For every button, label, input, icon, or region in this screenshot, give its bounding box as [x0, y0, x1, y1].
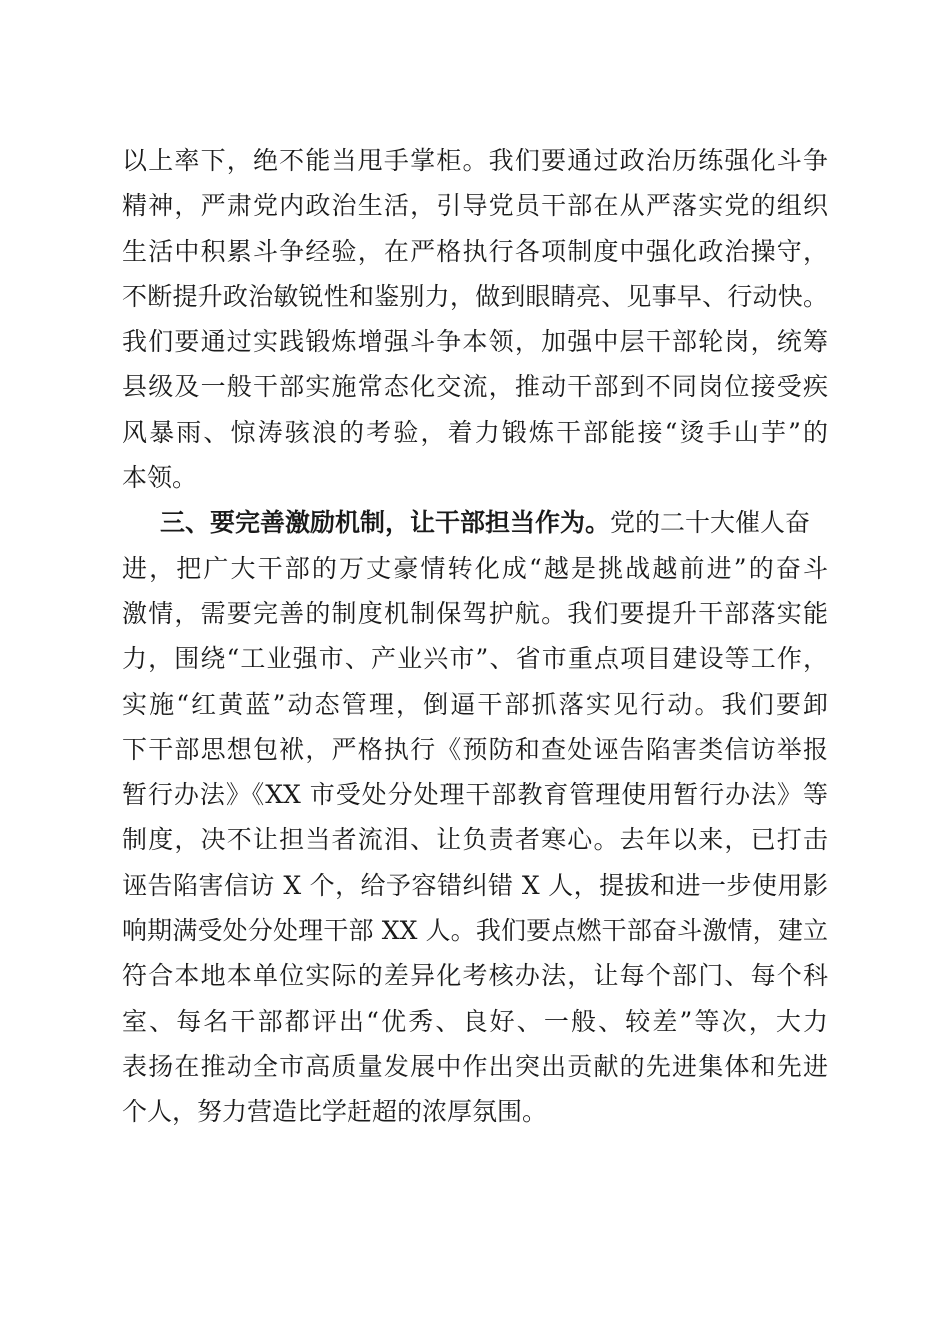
text-line: 表扬在推动全市高质量发展中作出突出贡献的先进集体和先进	[122, 1051, 828, 1081]
text-line: 力，围绕“工业强市、产业兴市”、省市重点项目建设等工作，	[122, 644, 828, 674]
section-3-first-line	[122, 500, 828, 545]
text-line: 精神，严肃党内政治生活，引导党员干部在从严落实党的组织	[122, 191, 828, 221]
text-line: 实施“红黄蓝”动态管理，倒逼干部抓落实见行动。我们要卸	[122, 689, 828, 719]
text-line: 室、每名干部都评出“优秀、良好、一般、较差”等次，大力	[122, 1006, 828, 1036]
document-body	[122, 138, 828, 1135]
section-text: 党的二十大催人奋	[610, 508, 811, 538]
text-line: 我们要通过实践锻炼增强斗争本领，加强中层干部轮岗，统筹	[122, 327, 828, 357]
text-line: 县级及一般干部实施常态化交流，推动干部到不同岗位接受疾	[122, 372, 828, 402]
text-line: 激情，需要完善的制度机制保驾护航。我们要提升干部落实能	[122, 598, 828, 628]
text-line: 制度，决不让担当者流泪、让负责者寒心。去年以来，已打击	[122, 825, 828, 855]
text-line: 暂行办法》《XX 市受处分处理干部教育管理使用暂行办法》等	[122, 780, 828, 810]
text-line: 个人，努力营造比学赶超的浓厚氛围。	[122, 1097, 548, 1127]
text-line: 响期满受处分处理干部 XX 人。我们要点燃干部奋斗激情，建立	[122, 916, 828, 946]
text-line: 风暴雨、惊涛骇浪的考验，着力锻炼干部能接“烫手山芋”的	[122, 417, 828, 447]
section-3-paragraph	[122, 500, 828, 1134]
text-line: 本领。	[122, 463, 198, 493]
text-line: 符合本地本单位实际的差异化考核办法，让每个部门、每个科	[122, 961, 828, 991]
paragraph-continued	[122, 138, 828, 500]
text-line: 进，把广大干部的万丈豪情转化成“越是挑战越前进”的奋斗	[122, 553, 828, 583]
section-heading: 三、要完善激励机制，让干部担当作为。	[160, 508, 611, 538]
text-line: 生活中积累斗争经验，在严格执行各项制度中强化政治操守，	[122, 236, 828, 266]
text-line: 以上率下，绝不能当甩手掌柜。我们要通过政治历练强化斗争	[122, 146, 828, 175]
text-line: 诬告陷害信访 X 个，给予容错纠错 X 人，提拔和进一步使用影	[122, 870, 828, 900]
text-line: 不断提升政治敏锐性和鉴别力，做到眼睛亮、见事早、行动快。	[122, 281, 828, 311]
text-line: 下干部思想包袱，严格执行《预防和查处诬告陷害类信访举报	[122, 734, 828, 764]
